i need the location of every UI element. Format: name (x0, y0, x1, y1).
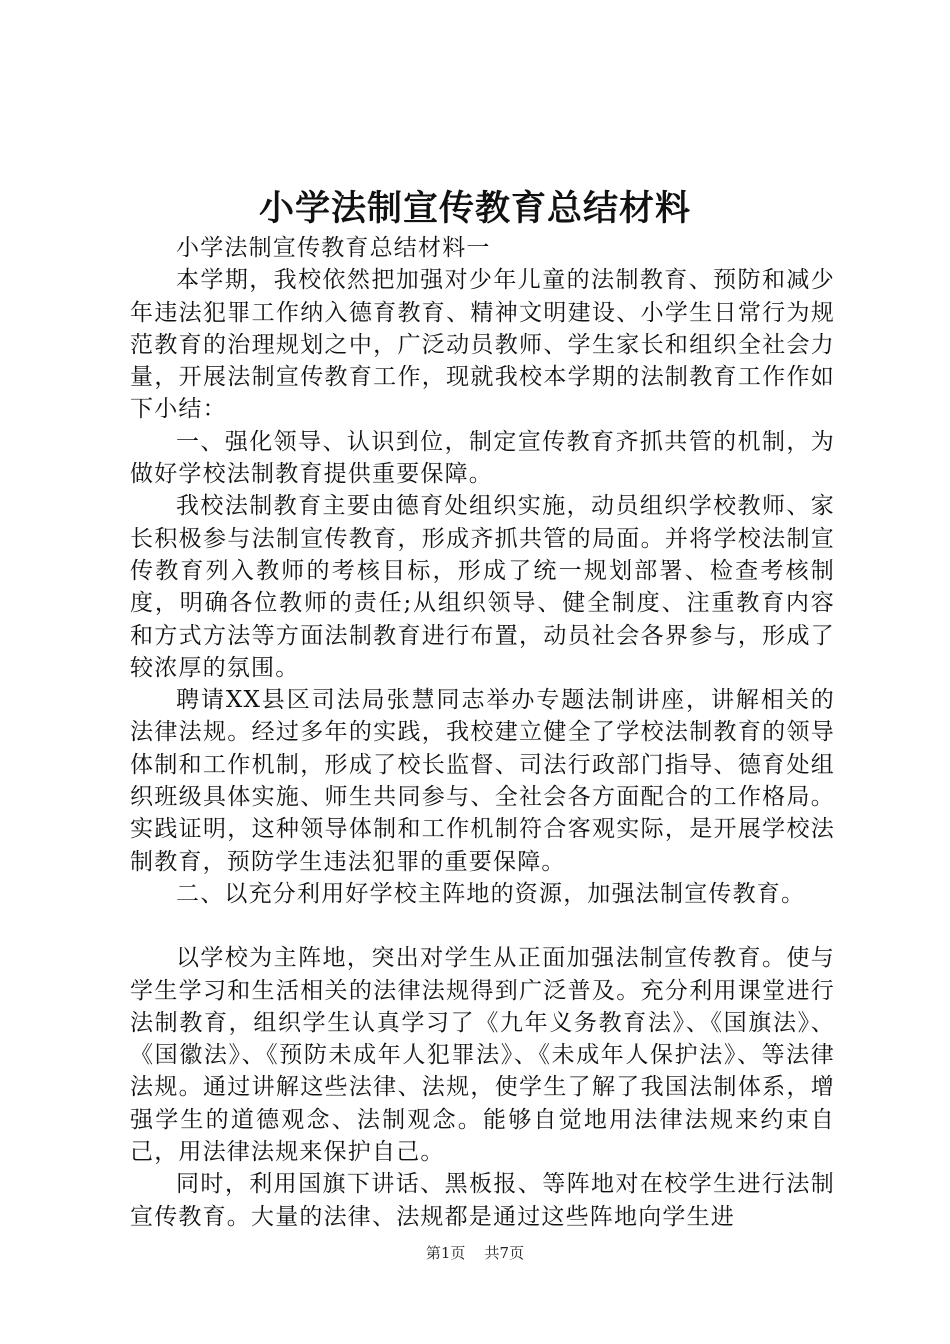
paragraph: 本学期，我校依然把加强对少年儿童的法制教育、预防和减少年违法犯罪工作纳入德育教育、精神文明建设、小学生日常行为规范教育的治理规划之中，广泛动员教师、学生家长和组织全社会力量，开展法制宣传教育工作，现就我校本学期的法制教育工作作如下小结： (130, 267, 835, 423)
paragraph: 以学校为主阵地，突出对学生从正面加强法制宣传教育。使与学生学习和生活相关的法律法规得到广泛普及。充分利用课堂进行法制教育，组织学生认真学习了《九年义务教育法》、《国旗法》、《国徽法》、《预防未成年人犯罪法》、《未成年人保护法》、等法律法规。通过讲解这些法律、法规，使学生了解了我国法制体系，增强学生的道德观念、法制观念。能够自觉地用法律法规来约束自己，用法律法规来保护自己。 (130, 945, 835, 1166)
document-body (130, 232, 835, 1233)
paragraph: 聘请XX县区司法局张慧同志举办专题法制讲座，讲解相关的法律法规。经过多年的实践，我校建立健全了学校法制教育的领导体制和工作机制，形成了校长监督、司法行政部门指导、德育处组织班级具体实施、师生共同参与、全社会各方面配合的工作格局。实践证明，这种领导体制和工作机制符合客观实际，是开展学校法制教育，预防学生违法犯罪的重要保障。 (130, 687, 835, 875)
page-spacer (470, 1244, 480, 1262)
page-number: 第1页 (425, 1244, 466, 1262)
page-footer (0, 1243, 950, 1263)
document-title: 小学法制宣传教育总结材料 (258, 188, 691, 229)
paragraph: 一、强化领导、认识到位，制定宣传教育齐抓共管的机制，为做好学校法制教育提供重要保障。 (130, 428, 835, 488)
paragraph: 同时，利用国旗下讲话、黑板报、等阵地对在校学生进行法制宣传教育。大量的法律、法规都是通过这些阵地向学生进 (130, 1171, 835, 1230)
section-heading: 小学法制宣传教育总结材料一 (176, 235, 491, 261)
paragraph: 我校法制教育主要由德育处组织实施，动员组织学校教师、家长积极参与法制宣传教育，形成齐抓共管的局面。并将学校法制宣传教育列入教师的考核目标，形成了统一规划部署、检查考核制度，明确各位教师的责任;从组织领导、健全制度、注重教育内容和方式方法等方面法制教育进行布置，动员社会各界参与，形成了较浓厚的氛围。 (130, 493, 835, 681)
paragraph: 二、以充分利用好学校主阵地的资源，加强法制宣传教育。 (176, 880, 806, 907)
page-total: 共7页 (484, 1244, 525, 1262)
